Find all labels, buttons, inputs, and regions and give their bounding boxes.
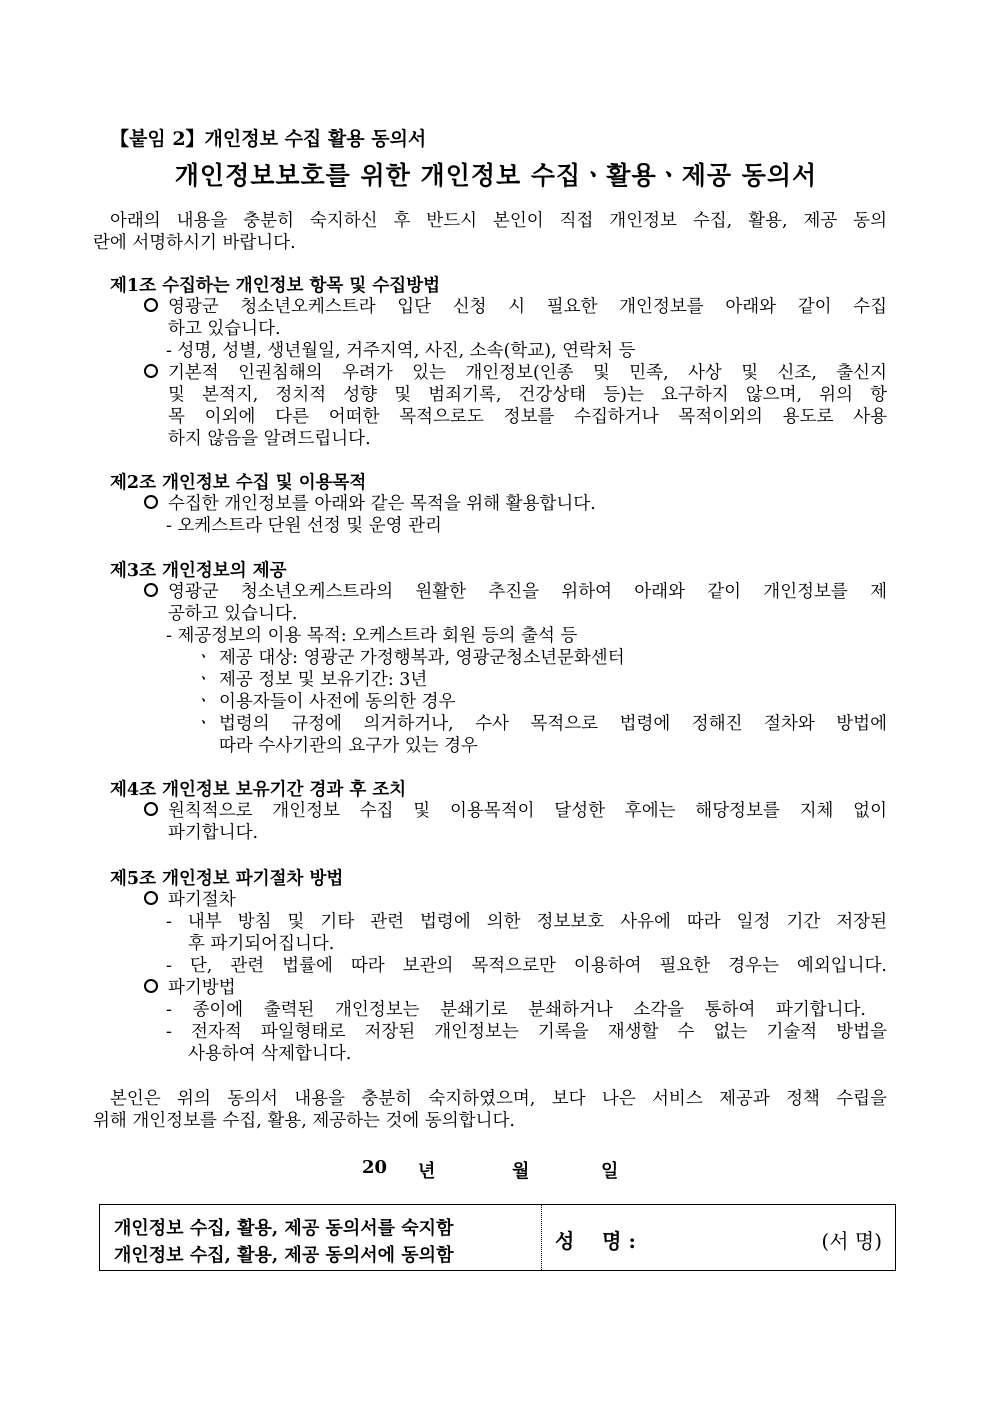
list-mark: ㆍ <box>195 670 212 690</box>
list-mark: ㆍ <box>195 714 212 734</box>
circle-bullet-icon <box>144 298 158 312</box>
article-5-sub-3: - 종이에 출력된 개인정보는 분쇄기로 분쇄하거나 소각을 통하여 파기합니다. <box>166 1000 866 1020</box>
closing-line-2: 위해 개인정보를 수집, 활용, 제공하는 것에 동의합니다. <box>93 1111 515 1131</box>
signature-field[interactable]: (서 명) <box>821 1229 882 1253</box>
article-2-heading: 제2조 개인정보 수집 및 이용목적 <box>110 473 367 493</box>
article-5-bullet-2: 파기방법 <box>168 978 236 998</box>
article-5-sub-2: - 단, 관련 법률에 따라 보관의 목적으로만 이용하여 필요한 경우는 예외입니다. <box>166 956 887 976</box>
signature-box-divider <box>541 1205 542 1270</box>
article-3-bullet-1-line-2: 공하고 있습니다. <box>168 604 298 624</box>
article-1-bullet-2-line-3: 목 이외에 다른 어떠한 목적으로도 정보를 수집하거나 목적이외의 용도로 사용 <box>168 407 887 427</box>
article-5-bullet-1: 파기절차 <box>168 890 236 910</box>
article-1-bullet-2-line-4: 하지 않음을 알려드립니다. <box>168 429 371 449</box>
name-label: 성 명 : <box>555 1229 636 1253</box>
article-4-bullet-1-line-1: 원칙적으로 개인정보 수집 및 이용목적이 달성한 후에는 해당정보를 지체 없이 <box>168 801 887 821</box>
circle-bullet-icon <box>144 802 158 816</box>
attachment-label: 【붙임 2】개인정보 수집 활용 동의서 <box>110 128 427 150</box>
article-3-item-4-line-2: 따라 수사기관의 요구가 있는 경우 <box>219 736 478 756</box>
article-3-bullet-1-line-1: 영광군 청소년오케스트라의 원활한 추진을 위하여 아래와 같이 개인정보를 제 <box>168 582 887 602</box>
article-1-bullet-1-line-1: 영광군 청소년오케스트라 입단 신청 시 필요한 개인정보를 아래와 같이 수집 <box>168 297 887 317</box>
article-3-item-1: 제공 대상: 영광군 가정행복과, 영광군청소년문화센터 <box>219 648 625 668</box>
list-mark: ㆍ <box>195 692 212 712</box>
circle-bullet-icon <box>144 583 158 597</box>
article-3-item-2: 제공 정보 및 보유기간: 3년 <box>219 670 428 690</box>
article-5-sub-1-line-1: - 내부 방침 및 기타 관련 법령에 의한 정보보호 사유에 따라 일정 기간 저장된 <box>166 912 887 932</box>
article-1-bullet-1-line-2: 하고 있습니다. <box>168 319 281 339</box>
date-year-unit: 년 <box>418 1161 436 1182</box>
article-1-heading: 제1조 수집하는 개인정보 항목 및 수집방법 <box>110 276 441 296</box>
list-mark: ㆍ <box>195 648 212 668</box>
circle-bullet-icon <box>144 364 158 378</box>
article-5-sub-4-line-2: 사용하여 삭제합니다. <box>188 1044 352 1064</box>
date-day-unit: 일 <box>601 1161 619 1182</box>
article-2-bullet-1: 수집한 개인정보를 아래와 같은 목적을 위해 활용합니다. <box>168 494 596 514</box>
intro-line-1: 아래의 내용을 충분히 숙지하신 후 반드시 본인이 직접 개인정보 수집, 활용, 제공 동의 <box>110 211 887 231</box>
consent-statement-agreed: 개인정보 수집, 활용, 제공 동의서에 동의함 <box>114 1245 454 1266</box>
document-title: 개인정보보호를 위한 개인정보 수집ㆍ활용ㆍ제공 동의서 <box>174 161 818 190</box>
intro-line-2: 란에 서명하시기 바랍니다. <box>93 233 296 253</box>
article-3-item-4-line-1: 법령의 규정에 의거하거나, 수사 목적으로 법령에 정해진 절차와 방법에 <box>219 714 887 734</box>
date-year: 20 <box>362 1157 388 1178</box>
article-5-heading: 제5조 개인정보 파기절차 방법 <box>110 869 344 889</box>
article-1-bullet-2-line-2: 및 본적지, 정치적 성향 및 범죄기록, 건강상태 등)는 요구하지 않으며, 위의 항 <box>168 385 887 405</box>
article-3-sub-item: - 제공정보의 이용 목적: 오케스트라 회원 등의 출석 등 <box>166 626 578 646</box>
date-month-unit: 월 <box>512 1161 530 1182</box>
closing-line-1: 본인은 위의 동의서 내용을 충분히 숙지하였으며, 보다 나은 서비스 제공과 정책 수립을 <box>110 1089 887 1109</box>
article-4-bullet-1-line-2: 파기합니다. <box>168 823 259 843</box>
article-5-sub-4-line-1: - 전자적 파일형태로 저장된 개인정보는 기록을 재생할 수 없는 기술적 방법을 <box>166 1022 887 1042</box>
article-1-sub-item: - 성명, 성별, 생년월일, 거주지역, 사진, 소속(학교), 연락처 등 <box>166 341 636 361</box>
article-3-item-3: 이용자들이 사전에 동의한 경우 <box>219 692 456 712</box>
article-2-sub-item: - 오케스트라 단원 선정 및 운영 관리 <box>166 516 442 536</box>
article-5-sub-1-line-2: 후 파기되어집니다. <box>188 934 335 954</box>
circle-bullet-icon <box>144 495 158 509</box>
article-3-heading: 제3조 개인정보의 제공 <box>110 561 287 581</box>
consent-statement-acknowledged: 개인정보 수집, 활용, 제공 동의서를 숙지함 <box>114 1218 454 1239</box>
signature-box <box>99 1204 896 1271</box>
article-4-heading: 제4조 개인정보 보유기간 경과 후 조치 <box>110 780 407 800</box>
circle-bullet-icon <box>144 891 158 905</box>
circle-bullet-icon <box>144 979 158 993</box>
article-1-bullet-2-line-1: 기본적 인권침해의 우려가 있는 개인정보(인종 및 민족, 사상 및 신조, 출신지 <box>168 363 887 383</box>
